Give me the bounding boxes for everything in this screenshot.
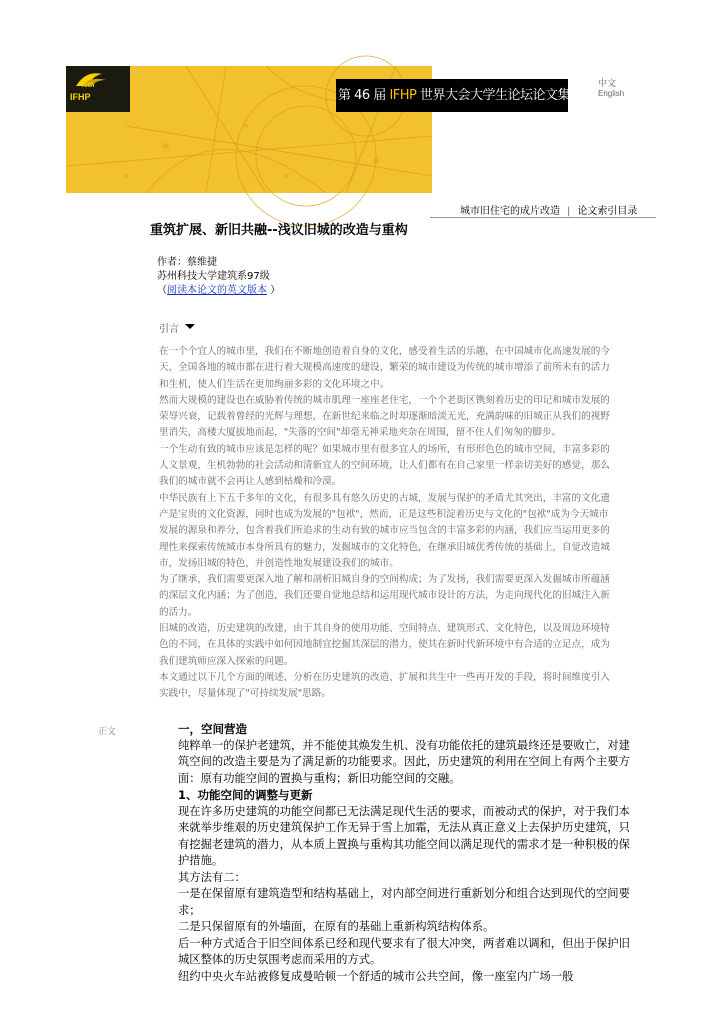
lang-english-link[interactable]: English [598,89,625,98]
banner-title-post: 世界大会大学生论坛论文集 [420,88,571,103]
author-affiliation: 苏州科技大学建筑系97级 [157,271,270,282]
breadcrumb-nav [460,202,637,217]
body-paragraph: 现在许多历史建筑的功能空间都已无法满足现代生活的要求，而被动式的保护，对于我们本来就举步维艰的历史建筑保护工作无异于雪上加霜，无法从真正意义上去保护历史建筑，只有挖掘老建筑的潜力，从本质上置换与重构其功能空间以满足现代的需求才是一种积极的保护措施。 [178,804,630,867]
english-version-line [157,284,280,298]
subsection-heading: 1、功能空间的调整与更新 [178,788,313,802]
banner-title-pre: 第 46 届 [338,88,386,103]
intro-paragraph: 中华民族有上下五千多年的文化，有很多具有悠久历史的古城，发展与保护的矛盾尤其突出，丰富的文化遗产是宝贵的文化资源，同时也成为发展的"包袱"，然而，正是这些积淀着历史与文化的"包袱"成为今天城市发展的源泉和养分，包含着我们所追求的生动有致的城市应当包含的丰富多彩的内涵，我们应当运用更多的理性来探索传统城市本身所具有的魅力，发掘城市的文化特色，在继承旧城优秀传统的基础上，自觉改造城市，发扬旧城的特色，并创造性地发展建设我们的城市。 [159,492,610,569]
body-label: 正文 [98,727,117,737]
nav-separator: | [567,206,571,217]
body-paragraph: 纯粹单一的保护老建筑，并不能使其焕发生机、没有功能依托的建筑最终还是要败亡，对建筑空间的改造主要是为了满足新的功能要求。因此，历史建筑的利用在空间上有两个主要方面：原有功能空间的置换与重构；新旧功能空间的交融。 [178,738,630,785]
banner-title [338,80,570,111]
body-paragraph: 一是在保留原有建筑造型和结构基础上，对内部空间进行重新划分和组合达到现代的空间要求； [178,887,630,917]
nav-divider [430,217,656,218]
body-paragraph: 后一种方式适合于旧空间体系已经和现代要求有了很大冲突，两者难以调和，但出于保护旧城区整体的历史氛围考虑而采用的方式。 [178,936,630,966]
intro-paragraph: 为了继承，我们需要更深入地了解和剖析旧城自身的空间构成；为了发扬，我们需要更深入发掘城市所蕴涵的深层文化内涵；为了创造，我们还要自觉地总结和运用现代城市设计的方法，为走向现代化的旧城注入新的活力。 [159,574,610,618]
body-paragraph: 纽约中央火车站被修复成曼哈顿一个舒适的城市公共空间，像一座室内广场一般 [178,969,574,983]
intro-paragraph: 然而大规模的建设也在威胁着传统的城市肌理一座座老住宅，一个个老街区镌刻着历史的印记和城市发展的荣辱兴衰，记载着曾经的光辉与理想，在新世纪来临之时却逐渐暗淡无光，充满韵味的旧城正从我们的视野里消失，高楼大厦拔地而起，"失落的空间"却毫无神采地夹杂在周围，留不住人们匆匆的脚步。 [159,394,610,439]
author-block [157,256,280,298]
intro-paragraph: 本文通过以下几个方面的阐述，分析在历史建筑的改造、扩展和共生中一些再开发的手段，将时间维度引入实践中，尽量体现了"可持续发展"思路。 [159,671,610,700]
author-name: 作者：蔡维捷 [157,257,217,268]
paren-open: （ [157,285,167,296]
index-link[interactable]: 论文索引目录 [577,206,638,217]
article-title: 重筑扩展、新旧共融--浅议旧城的改造与重构 [150,223,408,238]
section-heading: 一，空间营造 [178,722,247,736]
intro-section [159,344,611,703]
header-banner [66,66,571,193]
prev-article-link[interactable]: 城市旧住宅的成片改造 [460,206,560,217]
intro-paragraph: 在一个个宜人的城市里，我们在不断地创造着自身的文化，感受着生活的乐趣，在中国城市化高速发展的今天，全国各地的城市都在进行着大规模高速度的建设，繁荣的城市建设为传统的城市增添了前所未有的活力和生机，使人们生活在更加绚丽多彩的文化环境之中。 [159,346,610,390]
logo-edition: 46th [80,82,95,89]
lang-chinese-link[interactable]: 中文 [598,79,617,89]
intro-paragraph: 一个生动有致的城市应该是怎样的呢？如果城市里有很多宜人的场所，有形形色色的城市空间，丰富多彩的人文景观，生机勃勃的社会活动和清新宜人的空间环境，让人们都有在自己家里一样亲切美好的感觉，那么我们的城市就不会再让人感到枯燥和冷漠。 [159,443,610,488]
banner-title-org: IFHP [389,88,417,103]
body-section [178,721,630,985]
body-paragraph: 二是只保留原有的外墙面，在原有的基础上重新构筑结构体系。 [178,920,495,933]
triangle-down-icon[interactable] [185,324,195,329]
intro-heading: 引言 [159,324,179,335]
paren-close: ） [270,285,281,296]
english-version-link[interactable]: 阅读本论文的英文版本 [167,285,267,296]
logo-name: IFHP [70,92,91,102]
intro-paragraph: 旧城的改造，历史建筑的改建，由于其自身的使用功能、空间特点、建筑形式、文化特色，以及周边环境特色的不同，在具体的实践中如何因地制宜挖掘其深层的潜力，使其在新时代新环境中有合适的立足点，成为我们建筑师应深入探索的问题。 [159,623,610,667]
body-paragraph: 其方法有二： [178,870,246,884]
logo-block[interactable] [66,66,130,112]
